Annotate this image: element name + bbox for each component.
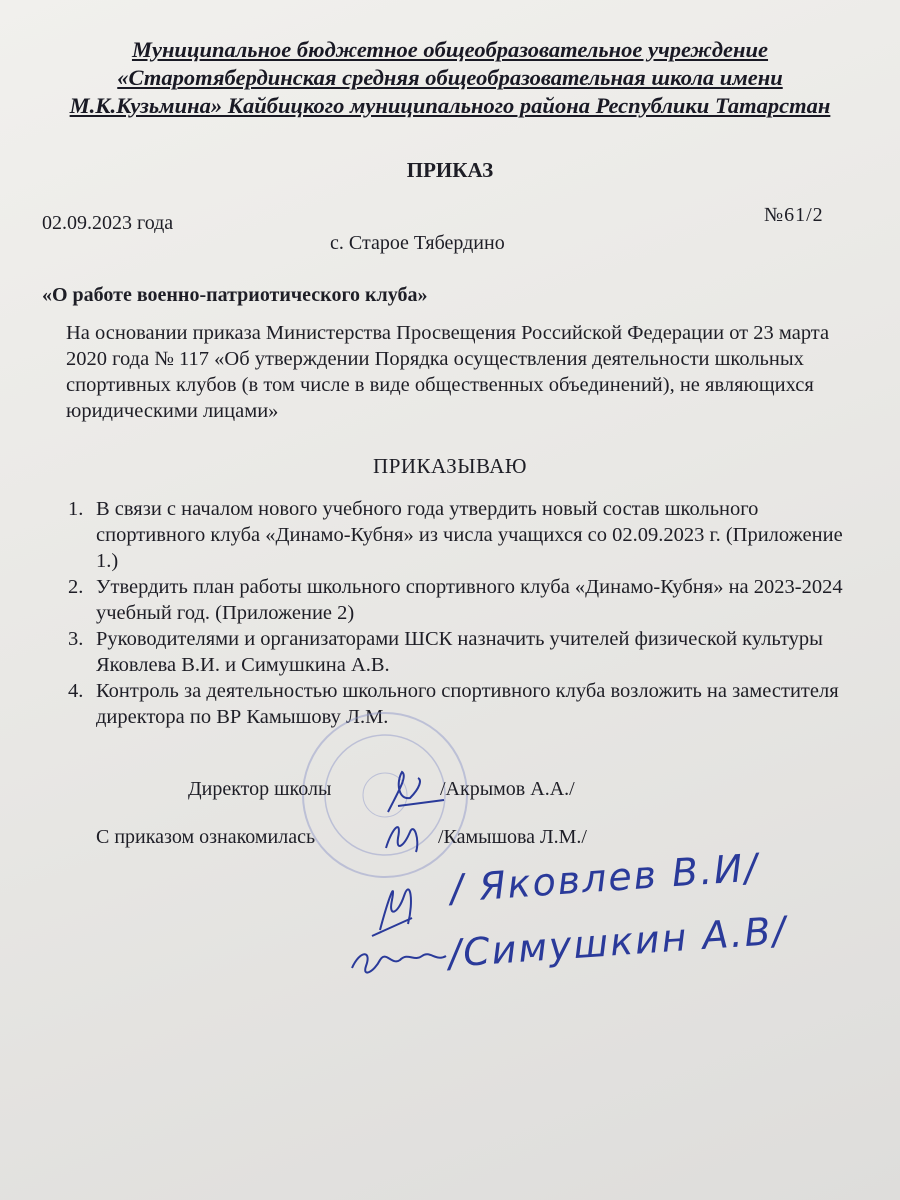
director-signature	[388, 772, 444, 812]
order-item-text: Утвердить план работы школьного спортивного клуба «Динамо-Кубня» на 2023-2024 учебный год. (Приложение 2)	[96, 576, 843, 624]
header-line-3: М.К.Кузьмина» Кайбицкого муниципального района Республики Татарстан	[69, 93, 831, 118]
teacher-signature-2	[352, 954, 446, 972]
order-item-number: 4.	[68, 680, 84, 702]
order-item-number: 3.	[68, 628, 84, 650]
order-item-text: В связи с началом нового учебного года утвердить новый состав школьного спортивного клуба «Динамо-Кубня» из числа учащихся со 02.09.2023 г. (Приложение 1.)	[96, 498, 843, 572]
document-number: №61/2	[764, 204, 824, 226]
director-label: Директор школы	[188, 778, 332, 800]
handwritten-name-1: / Яковлев В.И/	[448, 845, 761, 911]
order-item-text: Руководителями и организаторами ШСК назначить учителей физической культуры Яковлева В.И. и Симушкина А.В.	[96, 628, 823, 676]
order-word: ПРИКАЗЫВАЮ	[373, 454, 527, 478]
document-title: ПРИКАЗ	[406, 158, 494, 182]
document-basis: На основании приказа Министерства Просвещения Российской Федерации от 23 марта 2020 года № 117 «Об утверждении Порядка осуществления деятельности школьных спортивных клубов (в том числе в виде общественных объединений), не являющихся юридическими лицами»	[66, 322, 830, 422]
document-subject: «О работе военно-патриотического клуба»	[42, 284, 428, 306]
header-line-2: «Старотябердинская средняя общеобразовательная школа имени	[117, 65, 783, 90]
order-item-text: Контроль за деятельностью школьного спортивного клуба возложить на заместителя директора по ВР Камышову Л.М.	[96, 680, 839, 728]
order-item-number: 2.	[68, 576, 84, 598]
director-name: /Акрымов А.А./	[440, 778, 575, 800]
order-item-number: 1.	[68, 498, 84, 520]
document-date: 02.09.2023 года	[42, 212, 174, 234]
header-line-1: Муниципальное бюджетное общеобразовательное учреждение	[131, 37, 769, 62]
teacher-signature-1	[372, 889, 412, 936]
document-place: с. Старое Тябердино	[330, 232, 505, 254]
handwritten-name-2: /Симушкин А.В/	[446, 908, 789, 976]
ack-label: С приказом ознакомилась	[96, 826, 316, 848]
ack-name: /Камышова Л.М./	[438, 826, 587, 848]
